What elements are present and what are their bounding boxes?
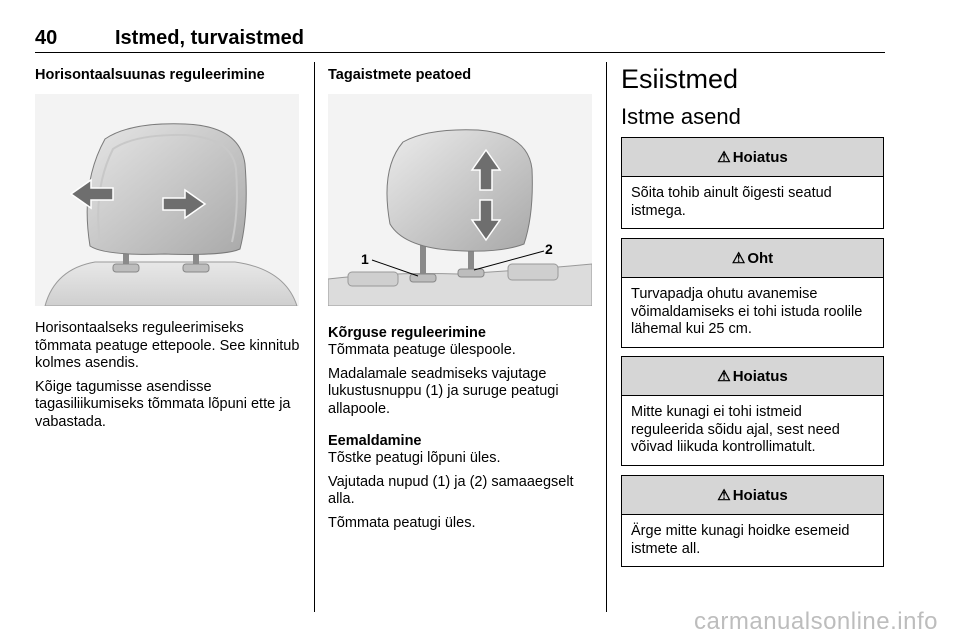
header-divider [35,52,885,53]
front-headrest-figure [35,94,299,306]
warning-box-header [622,357,883,396]
rear-headrests-heading: Tagaistmete peatoed [328,67,472,83]
warning-triangle-icon: ⚠ [717,368,731,385]
left-column-text [35,320,303,437]
warning-title: Oht [747,249,774,267]
section-title: Esiistmed [621,64,739,94]
warning-text: Mitte kunagi ei tohi istmeid reguleerida sõidu ajal, sest need võivad liikuda kontrollimatult. [631,404,840,455]
middle-column [328,66,593,84]
watermark: carmanualsonline.info [694,608,938,635]
left-column [35,66,300,84]
subsection-title: Istme asend [621,104,741,129]
column-divider-2 [606,62,607,612]
callout-label-2: 2 [545,241,553,257]
column-divider-1 [314,62,315,612]
removal-paragraph-1: Tõstke peatugi lõpuni üles. [328,450,501,466]
height-adjustment-paragraph-1: Tõmmata peatuge ülespoole. [328,342,516,358]
removal-paragraph-2: Vajutada nupud (1) ja (2) samaaegselt alla. [328,473,574,507]
warning-box-header [622,476,883,515]
warning-box-header [622,138,883,177]
warning-box-4 [621,475,884,567]
warning-box-3 [621,356,884,466]
removal-heading: Eemaldamine [328,433,422,449]
warning-title: Hoiatus [732,367,788,385]
horizontal-adjustment-paragraph-2: Kõige tagumisse asendisse tagasiliikumiseks tõmmata lõpuni ette ja vabastada. [35,378,291,430]
horizontal-adjustment-paragraph-1: Horisontaalseks reguleerimiseks tõmmata peatuge ettepoole. See kinnitub kolmes asendis. [35,320,300,371]
warning-text: Ärge mitte kunagi hoidke esemeid istmete all. [631,523,850,557]
removal-paragraph-3: Tõmmata peatugi üles. [328,514,476,531]
warning-triangle-icon: ⚠ [717,487,731,504]
middle-column-text [328,324,593,538]
chapter-title: Istmed, turvaistmed [115,27,304,49]
page-header [35,27,885,53]
horizontal-adjustment-heading: Horisontaalsuunas reguleerimine [35,67,265,83]
warning-title: Hoiatus [732,148,788,166]
warning-box-2 [621,238,884,348]
callout-label-1: 1 [361,251,369,267]
warning-triangle-icon: ⚠ [731,250,746,267]
page-number: 40 [35,27,58,49]
warning-text: Turvapadja ohutu avanemise võimaldamiseks ei tohi istuda roolile lähemal kui 25 cm. [631,286,863,337]
rear-headrest-figure [328,94,592,306]
warning-box-header [622,239,883,278]
warning-triangle-icon: ⚠ [717,149,731,166]
warning-title: Hoiatus [732,486,788,504]
warning-box-1 [621,137,884,229]
height-adjustment-heading: Kõrguse reguleerimine [328,325,486,341]
warning-text: Sõita tohib ainult õigesti seatud istmega. [631,185,832,219]
height-adjustment-paragraph-2: Madalamale seadmiseks vajutage lukustusnuppu (1) ja suruge peatugi allapoole. [328,365,559,417]
